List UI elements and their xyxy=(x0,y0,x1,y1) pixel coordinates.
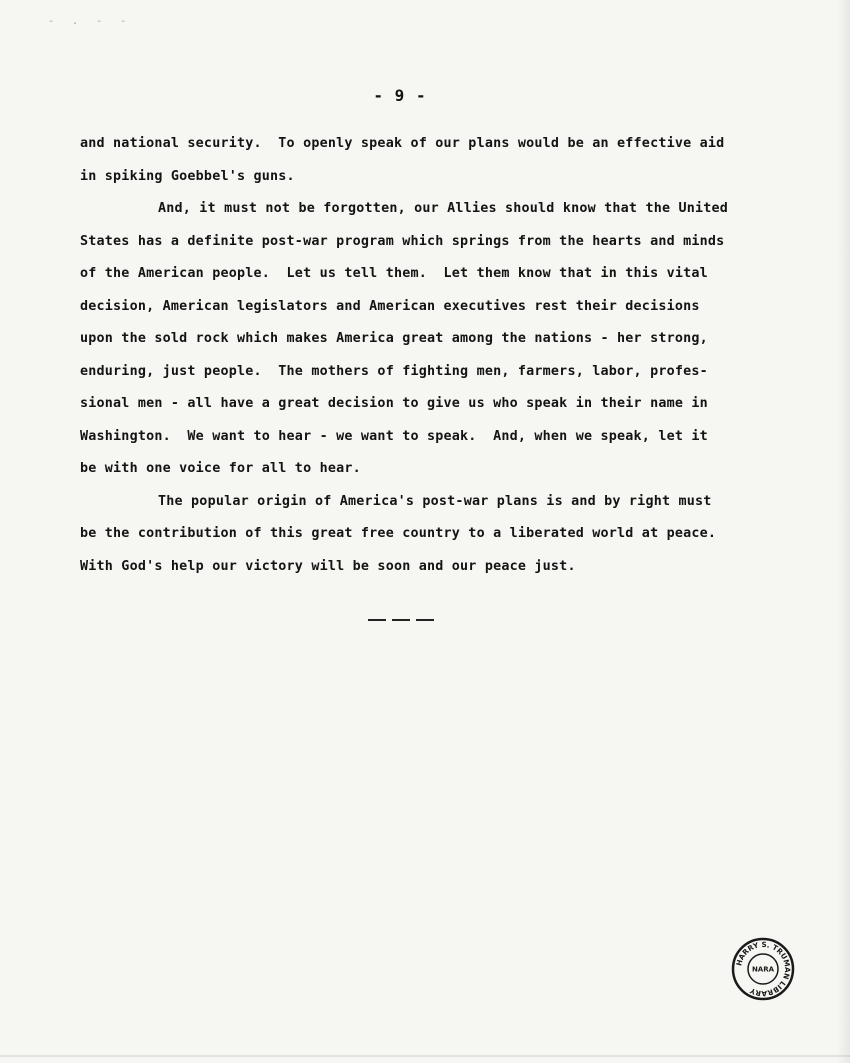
text-line: enduring, just people. The mothers of fighting men, farmers, labor, profes- xyxy=(80,363,708,379)
page-edge-shadow xyxy=(836,0,850,1063)
text-line: The popular origin of America's post-war plans is and by right must xyxy=(158,493,712,509)
end-separator-mark xyxy=(368,617,434,623)
text-line: States has a definite post-war program which springs from the hearts and minds xyxy=(80,233,725,249)
text-line: and national security. To openly speak of our plans would be an effective aid xyxy=(80,136,725,151)
stamp-ring-text: HARRY S. TRUMAN LIBRARY xyxy=(734,939,793,999)
typed-body-text xyxy=(80,128,740,583)
text-line: be the contribution of this great free country to a liberated world at peace. xyxy=(80,526,717,541)
text-line: upon the sold rock which makes America great among the nations - her strong, xyxy=(80,331,708,346)
text-line: decision, American legislators and American executives rest their decisions xyxy=(80,298,700,314)
text-line: of the American people. Let us tell them. Let them know that in this vital xyxy=(80,266,708,281)
text-line: And, it must not be forgotten, our Allies should know that the United xyxy=(158,201,729,216)
text-line: be with one voice for all to hear. xyxy=(80,461,361,476)
page-number: - 9 - xyxy=(373,86,427,105)
text-line: With God's help our victory will be soon and our peace just. xyxy=(80,558,576,574)
stamp-center-text: NARA xyxy=(751,965,775,974)
text-line: in spiking Goebbel's guns. xyxy=(80,168,295,184)
text-line: Washington. We want to hear - we want to speak. And, when we speak, let it xyxy=(80,428,708,444)
margin-specks: - . - - xyxy=(48,16,133,27)
archive-seal-stamp-icon xyxy=(731,937,795,1001)
page-bottom-edge xyxy=(0,1055,850,1057)
separator-dash xyxy=(416,619,434,621)
text-line: sional men - all have a great decision to give us who speak in their name in xyxy=(80,396,708,411)
separator-dash xyxy=(392,619,410,621)
separator-dash xyxy=(368,619,386,621)
